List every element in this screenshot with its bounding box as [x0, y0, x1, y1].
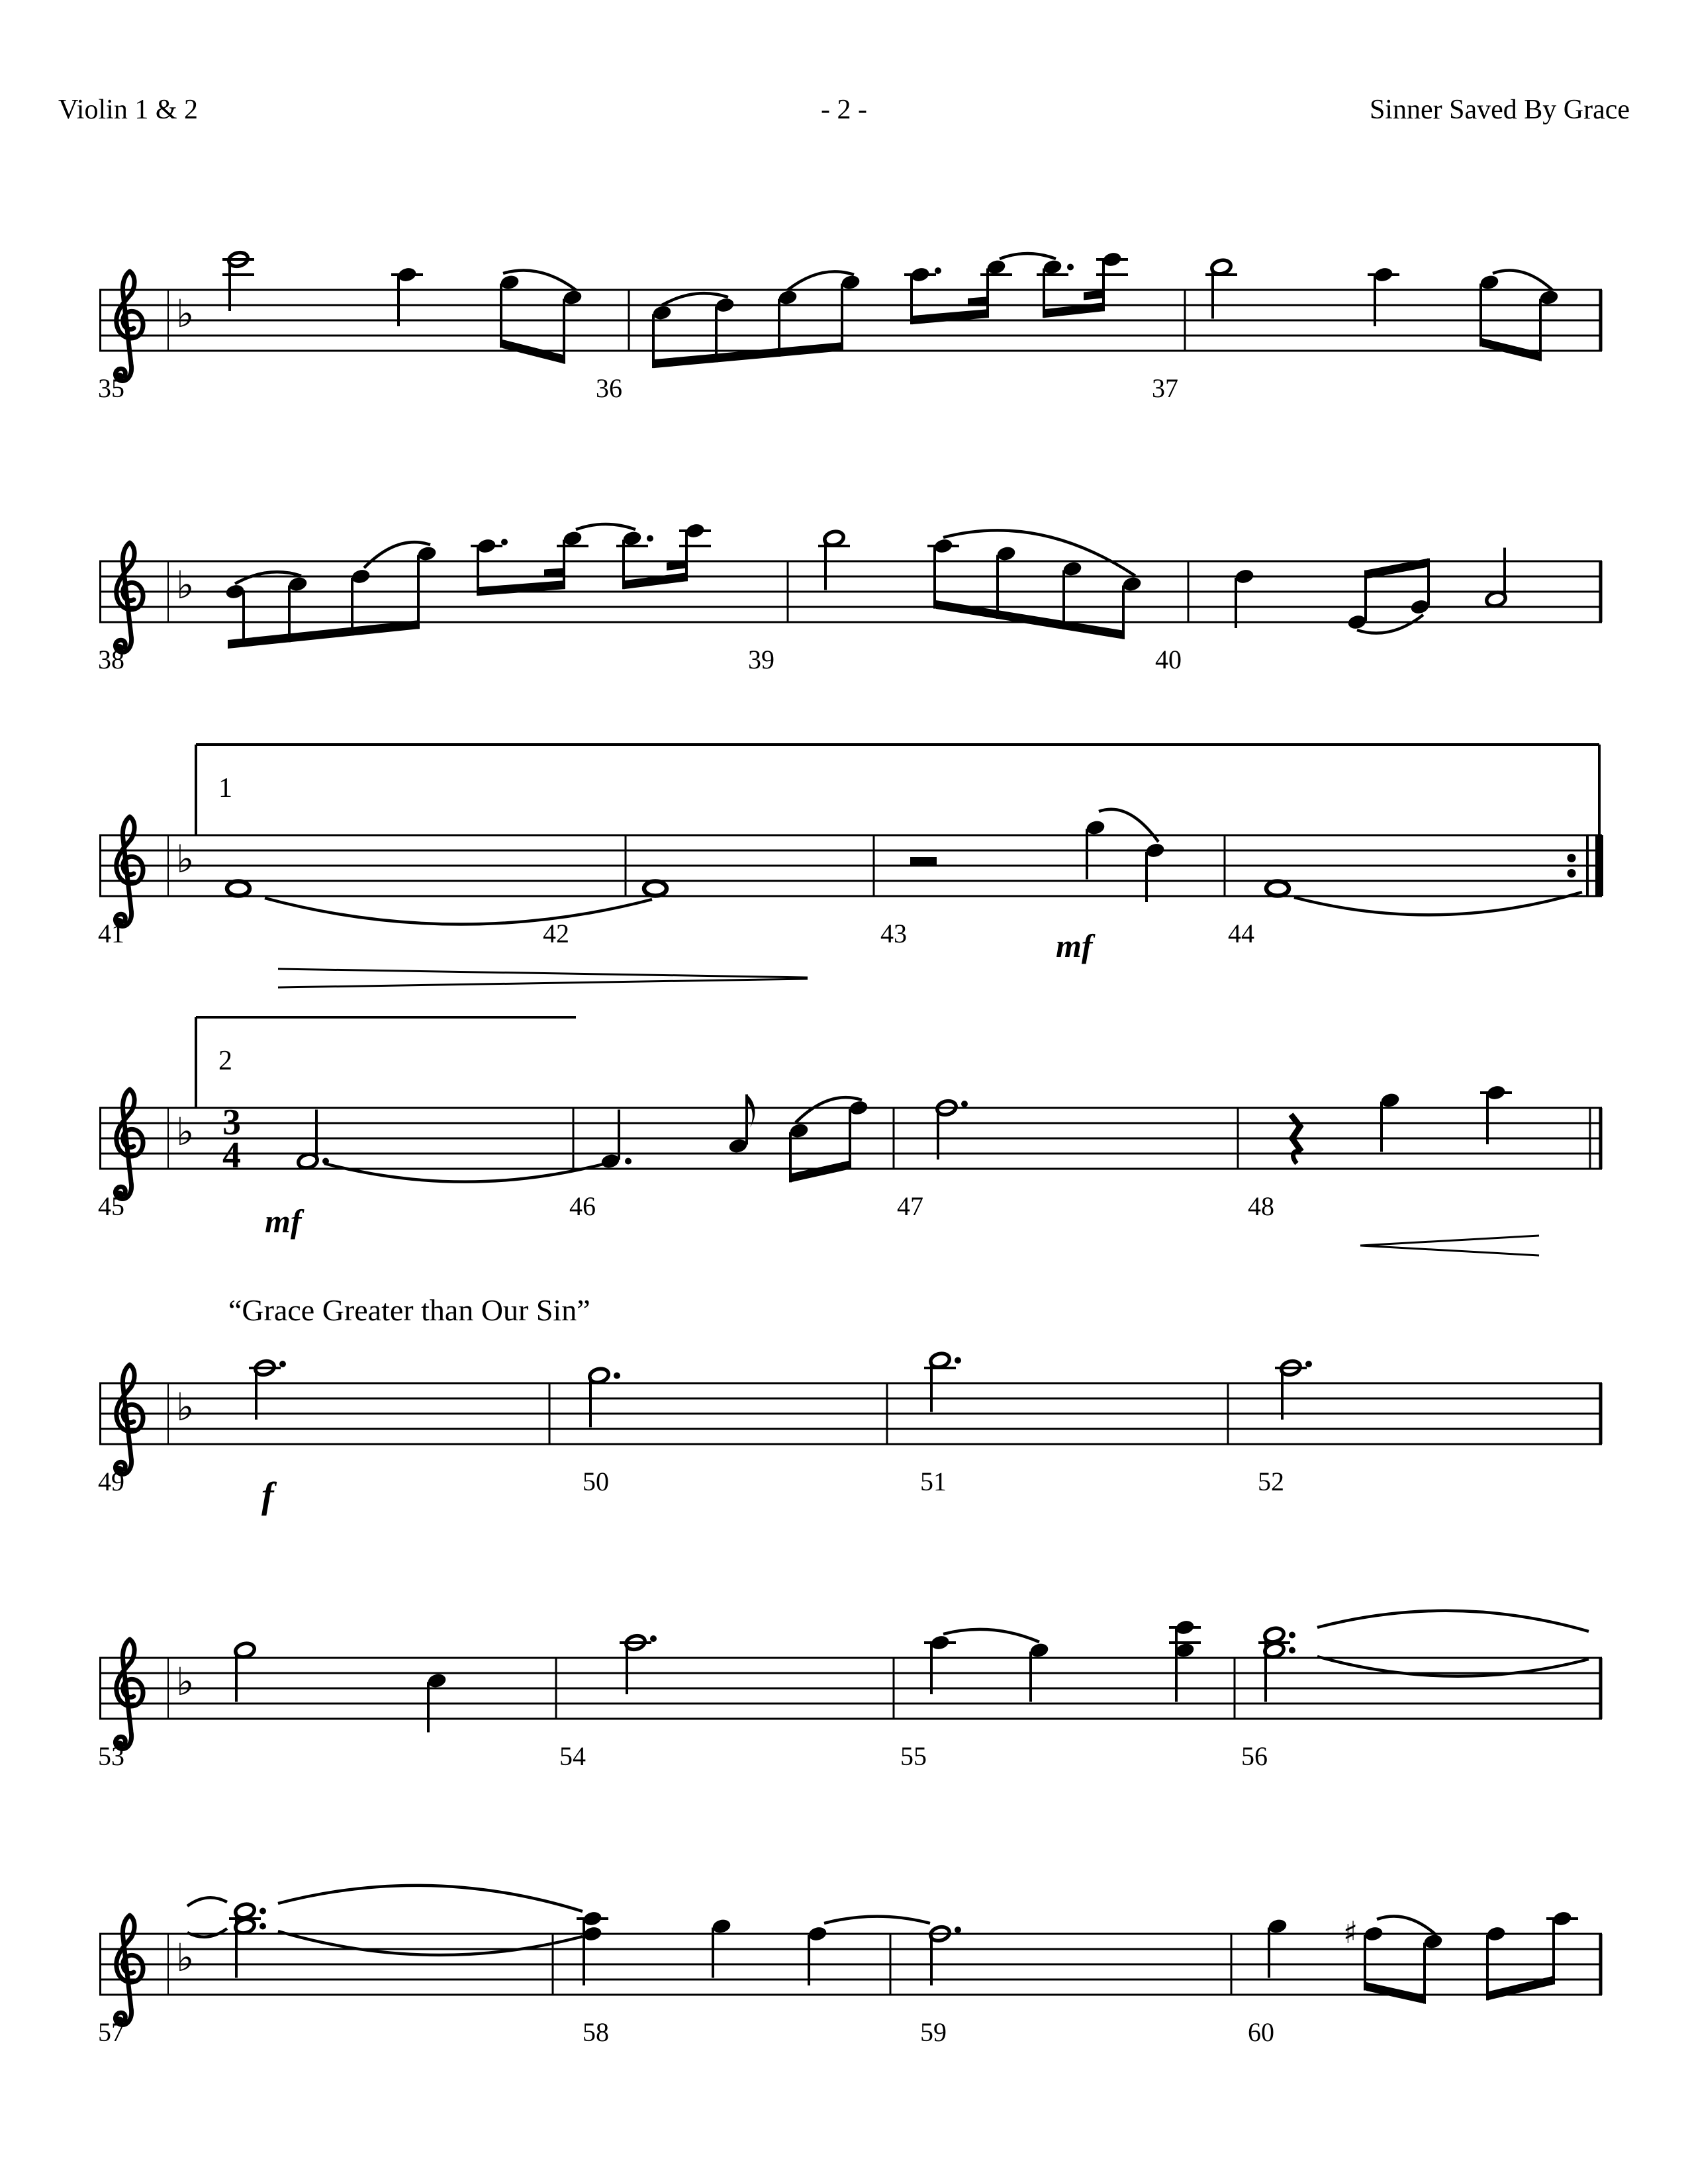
slur: [265, 898, 652, 925]
note: [927, 537, 959, 608]
ending-number: 2: [218, 1046, 232, 1076]
dynamic-mf: mf: [265, 1203, 302, 1240]
note: [924, 1351, 961, 1412]
measure-number-43: 43: [880, 919, 907, 948]
note: [679, 522, 711, 581]
measure-number-57: 57: [98, 2017, 124, 2047]
measure-number-46: 46: [569, 1191, 596, 1221]
part-name: Violin 1 & 2: [58, 95, 198, 125]
treble-clef-icon: [115, 1915, 143, 2026]
note: [225, 583, 246, 647]
slur: [824, 1917, 930, 1923]
note: [1258, 1626, 1295, 1702]
measure-number-55: 55: [900, 1741, 927, 1771]
note: [588, 1367, 620, 1427]
measure-number-45: 45: [98, 1191, 124, 1221]
note: [1235, 568, 1255, 628]
beam: [1045, 290, 1105, 318]
measure-number-47: 47: [897, 1191, 923, 1221]
note: [728, 1095, 755, 1155]
treble-clef-icon: [115, 543, 143, 653]
key-signature-flat: ♭: [176, 1936, 195, 1979]
note: [227, 882, 250, 896]
measure-number-49: 49: [98, 1467, 124, 1496]
dynamic-mf: mf: [1056, 927, 1093, 964]
note: [1368, 266, 1399, 326]
treble-clef-icon: [115, 271, 143, 382]
key-signature-flat: ♭: [176, 1111, 195, 1154]
note: [234, 1641, 256, 1702]
treble-clef-icon: [115, 1365, 143, 1475]
note: [600, 1110, 632, 1170]
note: [1380, 1092, 1401, 1152]
note: [808, 1925, 828, 1985]
slur: [943, 530, 1135, 576]
note: [1062, 561, 1083, 629]
measure-number-59: 59: [920, 2017, 947, 2047]
note: [1086, 819, 1106, 880]
note: [849, 1099, 869, 1169]
beam: [655, 342, 843, 368]
measure-number-36: 36: [596, 373, 622, 403]
ending-bracket-1: [196, 745, 1599, 835]
beam: [792, 1160, 851, 1182]
staff-lines: [99, 1383, 1602, 1444]
note: [1347, 570, 1368, 631]
note: [712, 1918, 732, 1978]
note: [500, 274, 520, 348]
measure-number-50: 50: [583, 1467, 609, 1496]
note: [1485, 548, 1507, 608]
sharp-icon: ♯: [1343, 1915, 1358, 1950]
ending-bracket-2: [196, 1017, 576, 1108]
measure-number-44: 44: [1228, 919, 1254, 948]
staff-system-m45-48: [0, 1002, 1688, 1287]
key-signature-flat: ♭: [176, 1661, 195, 1704]
measure-number-42: 42: [543, 919, 569, 948]
decrescendo-hairpin: [278, 969, 808, 987]
staff-system-m35-37: [0, 184, 1688, 469]
note: [1096, 251, 1128, 311]
key-signature-flat: ♭: [176, 838, 195, 881]
slur: [1377, 1916, 1436, 1935]
measure-number-37: 37: [1152, 373, 1178, 403]
note: [222, 251, 254, 311]
slur: [1317, 1611, 1589, 1631]
treble-clef-icon: [115, 1639, 143, 1750]
note: [1275, 1359, 1312, 1420]
section-title: “Grace Greater than Our Sin”: [228, 1293, 590, 1327]
staff-system-m41-44: [0, 729, 1688, 1014]
note: [1266, 882, 1289, 896]
measure-number-58: 58: [583, 2017, 609, 2047]
note: [841, 274, 861, 351]
measure-number-38: 38: [98, 645, 124, 674]
slur: [1493, 271, 1552, 290]
staff-lines: [99, 835, 1602, 896]
note: [1029, 1642, 1050, 1702]
measure-number-41: 41: [98, 919, 124, 948]
slur: [187, 1897, 227, 1906]
note: [577, 1910, 608, 1985]
slur: [187, 1929, 227, 1937]
note: [427, 1672, 447, 1733]
staff-system-m53-56: [0, 1552, 1688, 1837]
slur: [278, 1886, 583, 1911]
svg-text:4: 4: [222, 1135, 241, 1176]
song-title: Sinner Saved By Grace: [1369, 95, 1630, 125]
measure-number-39: 39: [748, 645, 774, 674]
measure-number-40: 40: [1155, 645, 1182, 674]
staff-lines: [99, 290, 1602, 351]
note: [778, 289, 798, 357]
beam: [625, 560, 688, 589]
key-signature-flat: ♭: [176, 564, 195, 607]
note: [620, 1634, 657, 1694]
time-signature: [222, 1102, 241, 1176]
treble-clef-icon: [115, 1089, 143, 1200]
note: [557, 530, 588, 589]
treble-clef-icon: [115, 817, 143, 927]
staff-system-m38-40: [0, 455, 1688, 740]
ending-number: 1: [218, 773, 232, 803]
note: [924, 1634, 956, 1694]
note: [249, 1359, 286, 1420]
beam: [1366, 1982, 1426, 2004]
note: [563, 289, 583, 364]
dynamic-f: f: [261, 1475, 274, 1516]
staff-lines: [99, 1658, 1602, 1719]
measure-number-60: 60: [1248, 2017, 1274, 2047]
note: [1546, 1910, 1578, 1984]
half-rest: [910, 857, 937, 866]
note: [1145, 842, 1166, 902]
measure-number-54: 54: [559, 1741, 586, 1771]
note: [644, 882, 667, 896]
note: [980, 259, 1012, 318]
staff-system-m49-52: [0, 1277, 1688, 1562]
measure-number-56: 56: [1241, 1741, 1268, 1771]
crescendo-hairpin: [1360, 1236, 1539, 1255]
note: [391, 266, 423, 326]
note: [1480, 1084, 1512, 1144]
note: [297, 1110, 329, 1170]
beam: [228, 620, 420, 649]
svg-text:3: 3: [222, 1102, 241, 1143]
slur: [576, 524, 635, 529]
note: [229, 1902, 266, 1978]
slur: [1099, 809, 1158, 842]
note: [1169, 1619, 1201, 1702]
measure-number-52: 52: [1258, 1467, 1284, 1496]
measure-number-35: 35: [98, 373, 124, 403]
measure-number-53: 53: [98, 1741, 124, 1771]
slur: [1000, 253, 1056, 259]
note: [417, 545, 438, 629]
page-number: - 2 -: [821, 95, 867, 125]
slur: [324, 1163, 606, 1182]
note: [818, 529, 850, 590]
slur: [943, 1629, 1039, 1642]
staff-system-m57-60: [0, 1828, 1688, 2113]
note: [1268, 1918, 1288, 1978]
key-signature-flat: ♭: [176, 1386, 195, 1429]
note: [1423, 1933, 1444, 2004]
note: [1205, 258, 1237, 318]
key-signature-flat: ♭: [176, 293, 195, 336]
measure-number-51: 51: [920, 1467, 947, 1496]
measure-number-48: 48: [1248, 1191, 1274, 1221]
